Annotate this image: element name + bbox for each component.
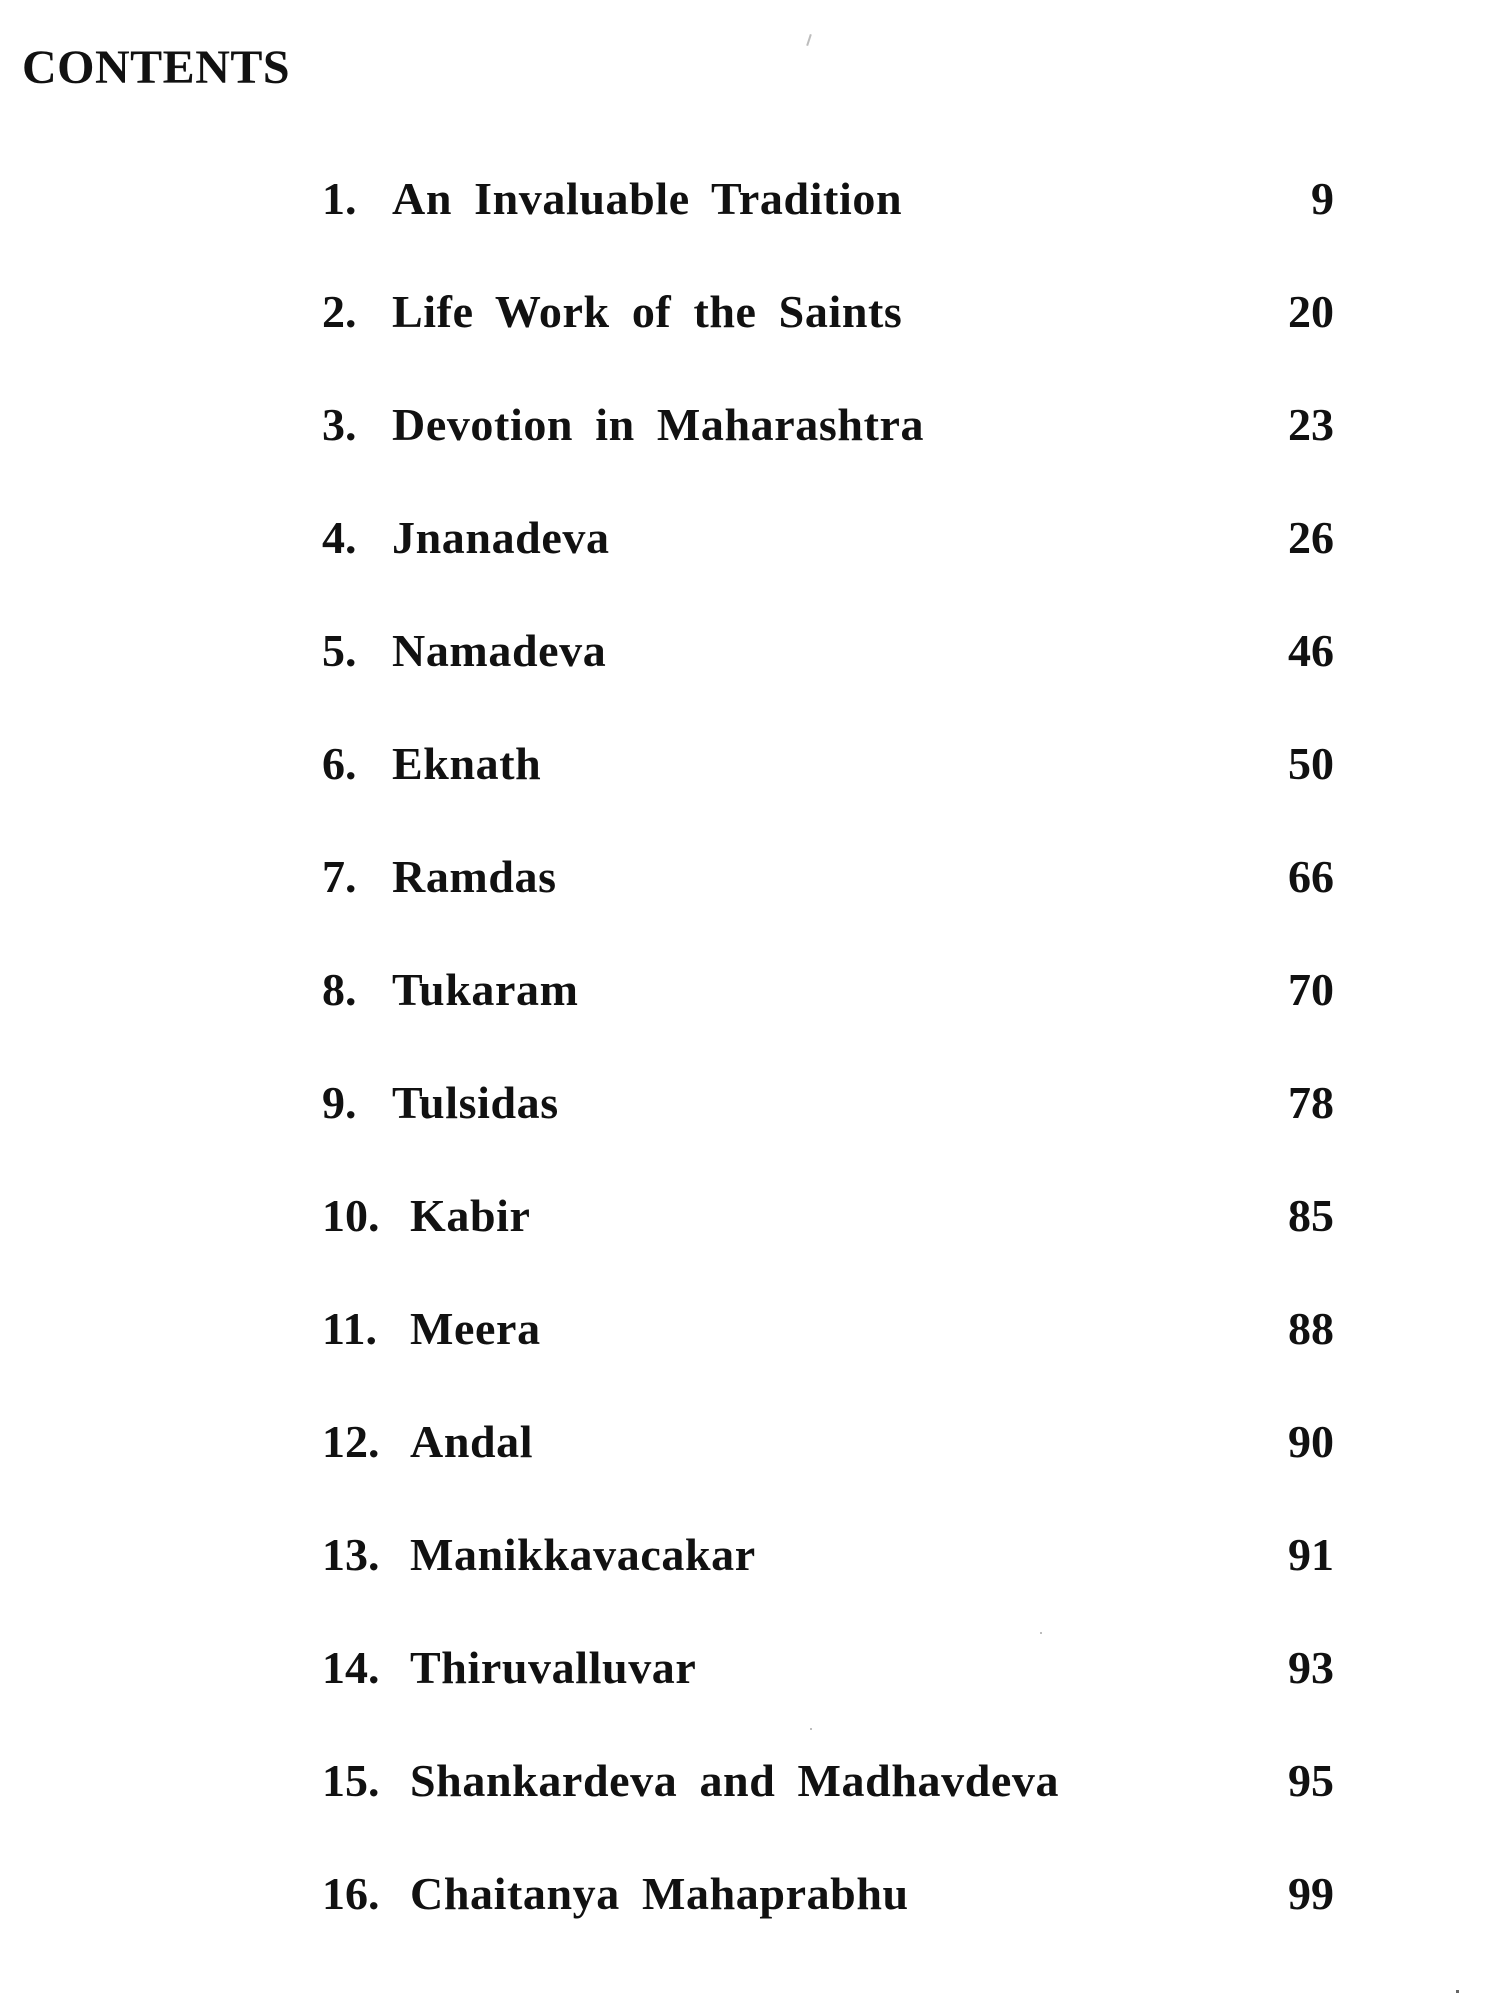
toc-entry-number: 7. <box>322 851 357 902</box>
toc-entry-title: Life Work of the Saints <box>392 286 903 337</box>
toc-entry-title: Manikkavacakar <box>410 1529 756 1580</box>
toc-entry <box>322 963 1334 1023</box>
scan-speck <box>1456 1990 1459 1993</box>
toc-entry-page: 99 <box>1288 1868 1334 1919</box>
toc-entry-page: 70 <box>1288 964 1334 1015</box>
toc-entry-number: 6. <box>322 738 357 789</box>
toc-entry-number: 12. <box>322 1416 380 1467</box>
toc-entry-page: 88 <box>1288 1303 1334 1354</box>
toc-entry-page: 85 <box>1288 1190 1334 1241</box>
toc-entry <box>322 172 1334 232</box>
toc-entry-title: Namadeva <box>392 625 607 676</box>
toc-entry-page: 90 <box>1288 1416 1334 1467</box>
toc-entry-title: Tukaram <box>392 964 579 1015</box>
toc-entry <box>322 850 1334 910</box>
toc-entry-number: 3. <box>322 399 357 450</box>
toc-entry-page: 20 <box>1288 286 1334 337</box>
toc-entry-number: 16. <box>322 1868 380 1919</box>
toc-entry-page: 23 <box>1288 399 1334 450</box>
toc-entry <box>322 1189 1334 1249</box>
toc-entry-number: 8. <box>322 964 357 1015</box>
toc-entry-page: 50 <box>1288 738 1334 789</box>
toc-entry <box>322 1528 1334 1588</box>
toc-entry-title: Ramdas <box>392 851 557 902</box>
toc-entry-number: 14. <box>322 1642 380 1693</box>
toc-entry <box>322 285 1334 345</box>
toc-entry-page: 66 <box>1288 851 1334 902</box>
toc-entry <box>322 737 1334 797</box>
toc-entry-page: 46 <box>1288 625 1334 676</box>
toc-entry-number: 9. <box>322 1077 357 1128</box>
toc-entry-title: Jnanadeva <box>392 512 610 563</box>
scan-speck <box>810 1728 812 1730</box>
toc-entry-title: Andal <box>410 1416 534 1467</box>
toc-entry-number: 11. <box>322 1303 377 1354</box>
toc-entry <box>322 511 1334 571</box>
toc-entry <box>322 1302 1334 1362</box>
toc-entry-title: Eknath <box>392 738 542 789</box>
toc-entry-number: 2. <box>322 286 357 337</box>
toc-entry-page: 93 <box>1288 1642 1334 1693</box>
toc-entry-number: 13. <box>322 1529 380 1580</box>
toc-entry-title: Chaitanya Mahaprabhu <box>410 1868 909 1919</box>
toc-entry-page: 78 <box>1288 1077 1334 1128</box>
toc-entry-number: 1. <box>322 173 357 224</box>
toc-entry-number: 5. <box>322 625 357 676</box>
toc-entry-title: An Invaluable Tradition <box>392 173 903 224</box>
toc-entry-title: Kabir <box>410 1190 531 1241</box>
toc-entry-number: 10. <box>322 1190 380 1241</box>
toc-entry <box>322 1867 1334 1927</box>
toc-entry-page: 95 <box>1288 1755 1334 1806</box>
toc-entry-title: Thiruvalluvar <box>410 1642 697 1693</box>
toc-entry-page: 9 <box>1311 173 1334 224</box>
toc-entry <box>322 1641 1334 1701</box>
toc-entry-number: 4. <box>322 512 357 563</box>
scan-speck <box>1040 1632 1042 1634</box>
toc-entry-title: Tulsidas <box>392 1077 559 1128</box>
page-title: CONTENTS <box>22 41 291 94</box>
toc-entry <box>322 1415 1334 1475</box>
toc-entry <box>322 1076 1334 1136</box>
toc-entry-title: Shankardeva and Madhavdeva <box>410 1755 1060 1806</box>
toc-entry-page: 26 <box>1288 512 1334 563</box>
toc-entry <box>322 624 1334 684</box>
toc-entry-title: Meera <box>410 1303 541 1354</box>
toc-entry-page: 91 <box>1288 1529 1334 1580</box>
toc-entry-title: Devotion in Maharashtra <box>392 399 925 450</box>
toc-entry <box>322 1754 1334 1814</box>
toc-entry <box>322 398 1334 458</box>
toc-entry-number: 15. <box>322 1755 380 1806</box>
